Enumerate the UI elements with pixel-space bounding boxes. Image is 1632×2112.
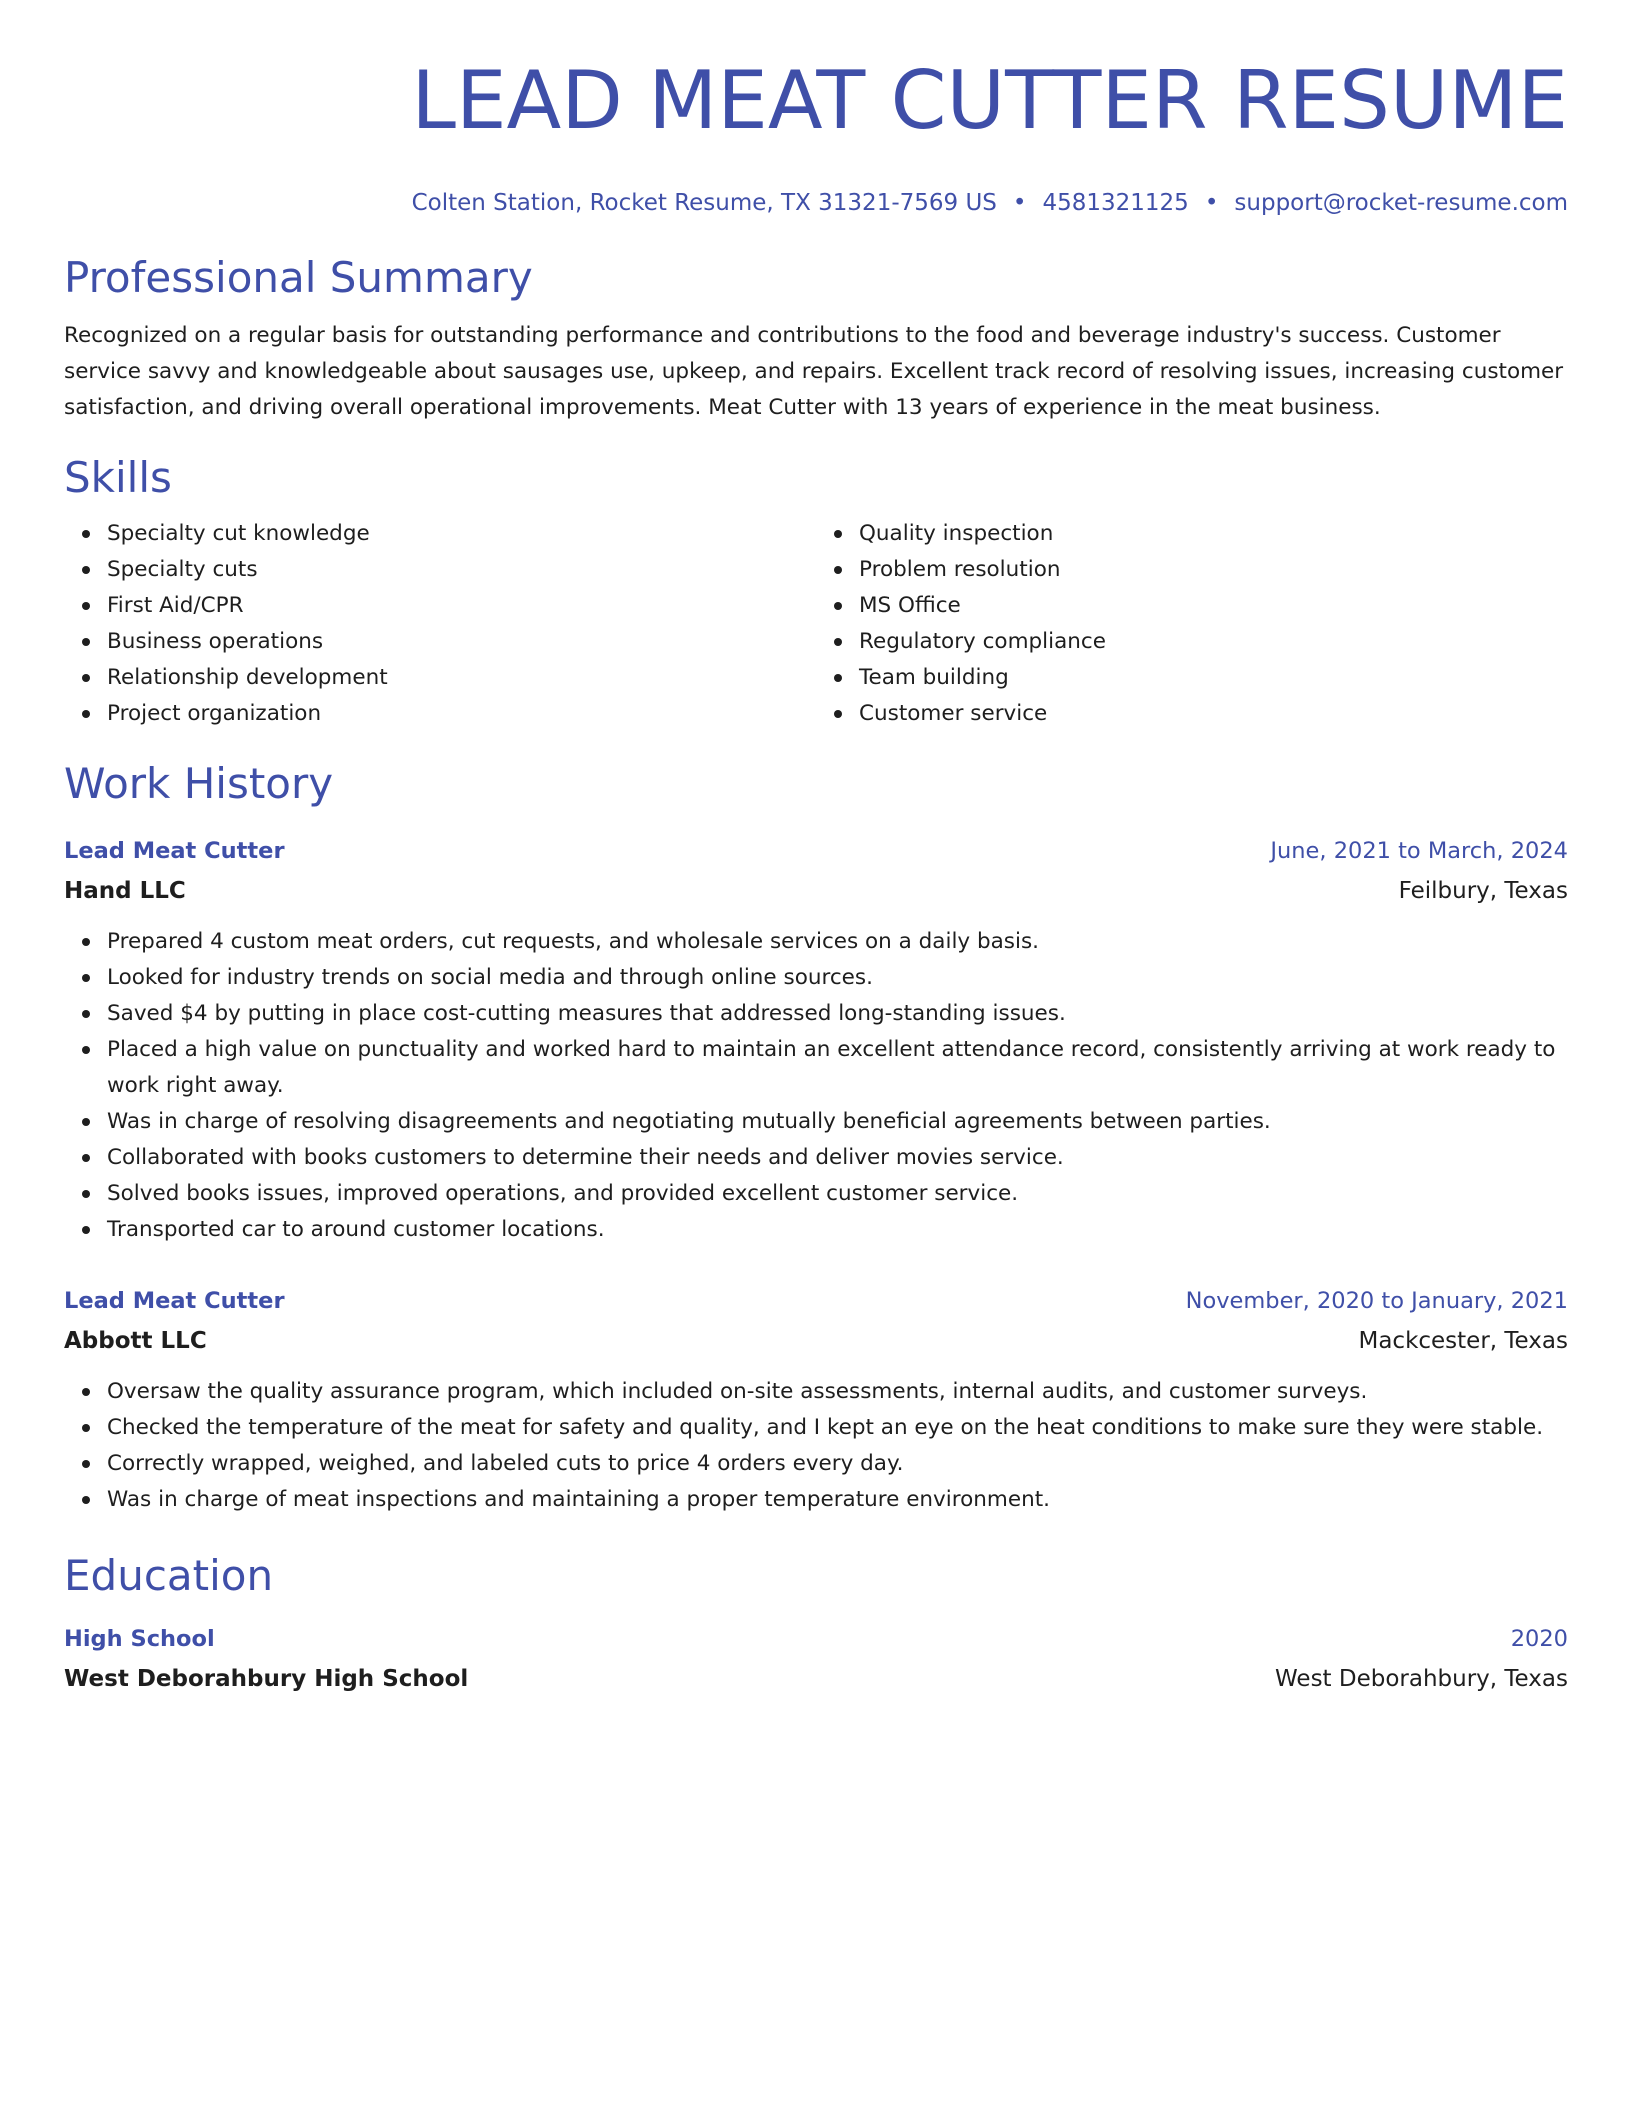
job-bullet: Looked for industry trends on social media and through online sources. [107,960,1568,996]
job-dates: November, 2020 to January, 2021 [1185,1288,1568,1314]
skills-column-right [816,516,1568,732]
job-location: Mackcester, Texas [1358,1328,1568,1354]
job-bullets [64,1374,1568,1518]
school-name: West Deborahbury High School [64,1666,469,1692]
job-entry [64,836,1568,1248]
job-title: Lead Meat Cutter [64,1288,285,1314]
contact-separator: • [1204,190,1219,216]
graduation-year: 2020 [1510,1626,1568,1652]
job-location: Feilbury, Texas [1398,878,1568,904]
work-history-heading: Work History [64,759,334,808]
job-bullets [64,924,1568,1248]
company-name: Abbott LLC [64,1328,207,1354]
contact-address: Colten Station, Rocket Resume, TX 31321-7569 US [411,190,997,216]
job-bullet: Transported car to around customer locations. [107,1212,1568,1248]
job-bullet: Checked the temperature of the meat for safety and quality, and I kept an eye on the heat conditions to make sure they were stable. [107,1410,1568,1446]
skill-item: Specialty cuts [107,552,816,588]
skill-item: Project organization [107,696,816,732]
job-bullet: Was in charge of resolving disagreements and negotiating mutually beneficial agreements between parties. [107,1104,1568,1140]
summary-heading: Professional Summary [64,253,533,302]
school-location: West Deborahbury, Texas [1275,1666,1568,1692]
skill-item: First Aid/CPR [107,588,816,624]
contact-separator: • [1012,190,1027,216]
skills-column-left [64,516,816,732]
job-bullet: Oversaw the quality assurance program, which included on-site assessments, internal audits, and customer surveys. [107,1374,1568,1410]
resume-title: LEAD MEAT CUTTER RESUME [411,54,1568,147]
education-heading: Education [64,1551,274,1600]
job-bullet: Collaborated with books customers to determine their needs and deliver movies service. [107,1140,1568,1176]
job-dates: June, 2021 to March, 2024 [1270,838,1568,864]
contact-phone: 4581321125 [1042,190,1189,216]
job-bullet: Was in charge of meat inspections and maintaining a proper temperature environment. [107,1482,1568,1518]
job-bullet: Correctly wrapped, weighed, and labeled cuts to price 4 orders every day. [107,1446,1568,1482]
skill-item: Business operations [107,624,816,660]
job-bullet: Placed a high value on punctuality and worked hard to maintain an excellent attendance record, consistently arriving at work ready to work right away. [107,1032,1568,1104]
skill-item: Team building [859,660,1568,696]
skill-item: Relationship development [107,660,816,696]
skill-item: Specialty cut knowledge [107,516,816,552]
job-bullet: Saved $4 by putting in place cost-cutting measures that addressed long-standing issues. [107,996,1568,1032]
contact-email: support@rocket-resume.com [1234,190,1568,216]
skill-item: Quality inspection [859,516,1568,552]
resume-header [64,52,1568,218]
company-name: Hand LLC [64,878,186,904]
skill-item: Customer service [859,696,1568,732]
contact-line [64,188,1568,218]
job-bullet: Solved books issues, improved operations, and provided excellent customer service. [107,1176,1568,1212]
skill-item: Problem resolution [859,552,1568,588]
education-entry [64,1624,1568,1694]
skill-item: Regulatory compliance [859,624,1568,660]
skills-list [64,516,1568,732]
skills-heading: Skills [64,453,172,502]
job-title: Lead Meat Cutter [64,838,285,864]
skill-item: MS Office [859,588,1568,624]
job-entry [64,1286,1568,1518]
summary-text: Recognized on a regular basis for outstanding performance and contributions to the food and beverage industry's success. Customer service savvy and knowledgeable about sausages use, upkeep, and repairs. Excellent track record of resolving issues, increasing customer satisfaction, and driving overall operational improvements. Meat Cutter with 13 years of experience in the meat business. [64,323,1564,420]
job-bullet: Prepared 4 custom meat orders, cut requests, and wholesale services on a daily basis. [107,924,1568,960]
degree: High School [64,1626,215,1652]
